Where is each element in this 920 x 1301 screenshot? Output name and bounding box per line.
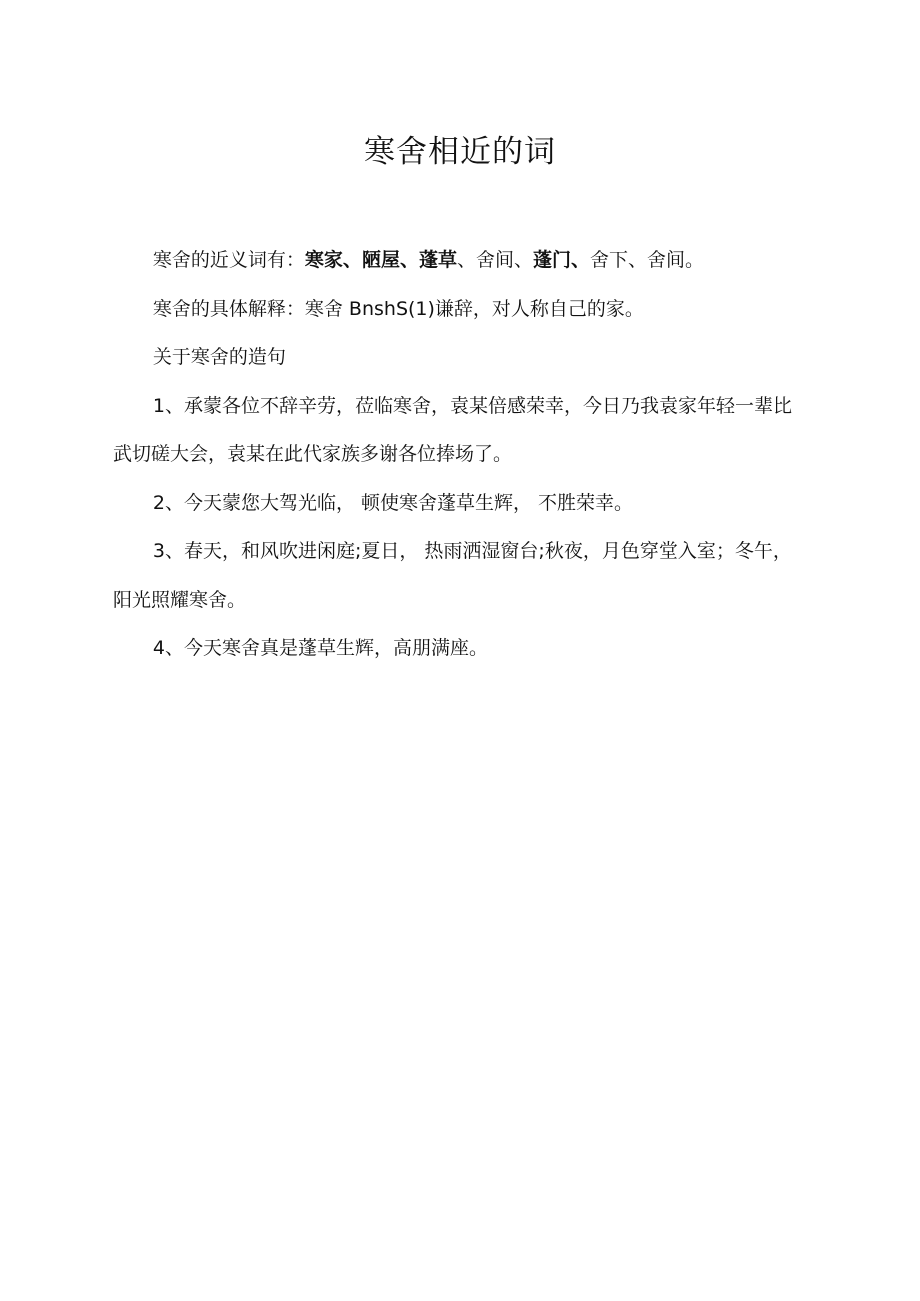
synonym-word: 寒家 bbox=[304, 249, 343, 271]
synonyms-prefix: 寒舍的近义词有： bbox=[152, 249, 305, 271]
synonyms-rest: 舍下、舍间。 bbox=[590, 249, 705, 271]
synonym-separator: 、 bbox=[342, 249, 362, 271]
synonym-separator: 、 bbox=[571, 249, 591, 271]
synonym-separator: 、 bbox=[399, 249, 419, 271]
synonym-word: 蓬门 bbox=[533, 249, 572, 271]
definition-paragraph: 寒舍的具体解释：寒舍 BnshS(1)谦辞，对人称自己的家。 bbox=[152, 297, 644, 320]
synonym-word: 陋屋 bbox=[361, 249, 400, 271]
example-sentence: 2、今天蒙您大驾光临， 顿使寒舍蓬草生辉， 不胜荣幸。 bbox=[152, 491, 634, 514]
page-title: 寒舍相近的词 bbox=[364, 134, 556, 170]
synonym-word: 蓬草 bbox=[418, 249, 457, 271]
document-body bbox=[113, 236, 803, 673]
sentences-heading: 关于寒舍的造句 bbox=[152, 346, 286, 368]
example-sentence: 4、今天寒舍真是蓬草生辉，高朋满座。 bbox=[152, 637, 488, 659]
synonym-separator: 、舍间、 bbox=[456, 249, 533, 271]
example-sentence: 3、春天，和风吹进闲庭;夏日， 热雨洒湿窗台;秋夜，月色穿堂入室；冬午，阳光照耀寒舍。 bbox=[113, 540, 792, 611]
example-sentence: 1、承蒙各位不辞辛劳，莅临寒舍，袁某倍感荣幸，今日乃我袁家年轻一辈比武切磋大会，袁某在此代家族多谢各位捧场了。 bbox=[113, 394, 792, 465]
synonyms-paragraph bbox=[113, 236, 803, 285]
